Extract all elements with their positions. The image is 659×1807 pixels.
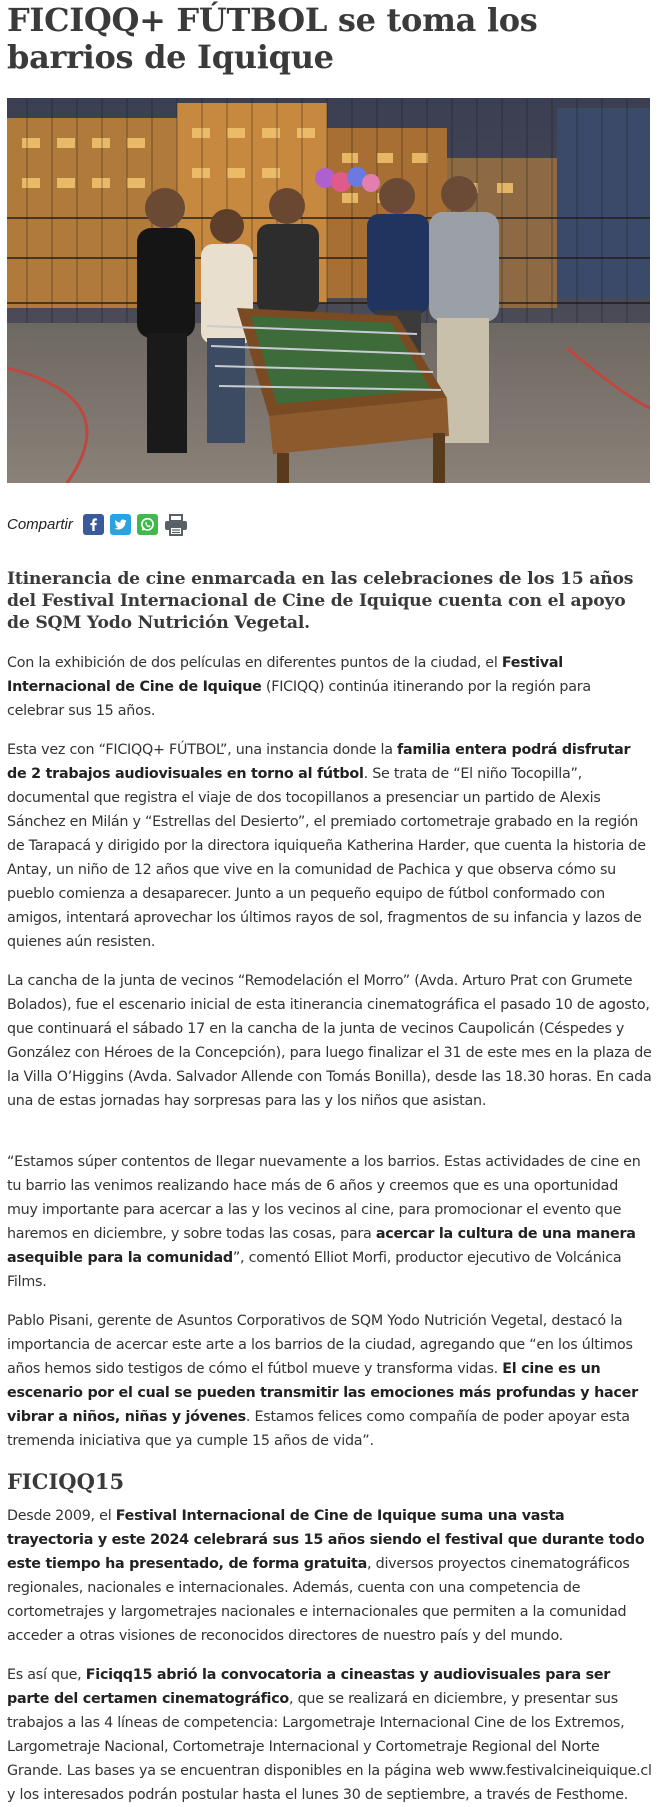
whatsapp-icon[interactable] xyxy=(137,514,158,535)
paragraph: Con la exhibición de dos películas en diferentes puntos de la ciudad, el Festival Internacional de Cine de Iquique (FICIQQ) continúa itinerando por la región para celebrar sus 15 años. xyxy=(7,655,591,719)
article-photo xyxy=(7,98,650,483)
facebook-icon[interactable] xyxy=(83,514,104,535)
photo-youth-foosball-table xyxy=(7,98,650,483)
paragraph: Esta vez con “FICIQQ+ FÚTBOL”, una instancia donde la familia entera podrá disfrutar de 2 trabajos audiovisuales en torno al fútbol. Se trata de “El niño Tocopilla”, documental que registra el viaje de dos tocopillanos a presenciar un partido de Alexis Sánchez en Milán y “Estrellas del Desierto”, el premiado cortometraje grabado en la región de Tarapacá y dirigido por la directora iquiqueña Katherina Harder, que cuenta la historia de Antay, un niño de 12 años que vive en la comunidad de Pachica y que observa cómo su pueblo comienza a desaparecer. Junto a un pequeño equipo de fútbol conformado con amigos, intentará aprovechar los últimos rayos de sol, fragmentos de su infancia y lazos de quienes aún resisten. xyxy=(7,742,646,950)
article-lead: Itinerancia de cine enmarcada en las celebraciones de los 15 años del Festival Internacional de Cine de Iquique cuenta con el apoyo de SQM Yodo Nutrición Vegetal. xyxy=(7,569,634,633)
twitter-icon[interactable] xyxy=(110,514,131,535)
print-icon[interactable] xyxy=(164,514,185,535)
share-bar xyxy=(7,511,652,537)
article-body xyxy=(7,651,652,1807)
paragraph: Pablo Pisani, gerente de Asuntos Corporativos de SQM Yodo Nutrición Vegetal, destacó la importancia de acercar este arte a los barrios de la ciudad, agregando que “en los últimos años hemos sido testigos de cómo el fútbol mueve y transforma vidas. El cine es un escenario por el cual se pueden transmitir las emociones más profundas y hacer vibrar a niños, niñas y jóvenes. Estamos felices como compañía de poder apoyar esta tremenda iniciativa que ya cumple 15 años de vida”. xyxy=(7,1313,638,1449)
article-title: FICIQQ+ FÚTBOL se toma los barrios de Iquique xyxy=(7,1,538,76)
paragraph: La cancha de la junta de vecinos “Remodelación el Morro” (Avda. Arturo Prat con Grumete Bolados), fue el escenario inicial de esta itinerancia cinematográfica el pasado 10 de agosto, que continuará el sábado 17 en la cancha de la junta de vecinos Caupolicán (Céspedes y González con Héroes de la Concepción), para luego finalizar el 31 de este mes en la plaza de la Villa O’Higgins (Avda. Salvador Allende con Tomás Bonilla), desde las 18.30 horas. En cada una de estas jornadas hay sorpresas para las y los niños que asistan. xyxy=(7,973,652,1109)
paragraph: Desde 2009, el Festival Internacional de Cine de Iquique suma una vasta trayectoria y este 2024 celebrará sus 15 años siendo el festival que durante todo este tiempo ha presentado, de forma gratuita, diversos proyectos cinematográficos regionales, nacionales e internacionales. Además, cuenta con una competencia de cortometrajes y largometrajes nacionales e internacionales que permiten a la comunidad acceder a otras visiones de reconocidos directores de nuestro país y del mundo. xyxy=(7,1508,645,1644)
paragraph: Es así que, Ficiqq15 abrió la convocatoria a cineastas y audiovisuales para ser parte del certamen cinematográfico, que se realizará en diciembre, y presentar sus trabajos a las 4 líneas de competencia: Largometraje Internacional Cine de los Extremos, Largometraje Nacional, Cortometraje Internacional y Cortometraje Regional del Norte Grande. Las bases ya se encuentran disponibles en la página web www.festivalcineiquique.cl y los interesados podrán postular hasta el lunes 30 de septiembre, a través de Festhome. xyxy=(7,1667,652,1803)
article xyxy=(0,2,659,1807)
paragraph: “Estamos súper contentos de llegar nuevamente a los barrios. Estas actividades de cine en tu barrio las venimos realizando hace más de 6 años y creemos que es una oportunidad muy importante para acercar a las y los vecinos al cine, para promocionar el evento que haremos en diciembre, y sobre todas las cosas, para acercar la cultura de una manera asequible para la comunidad”, comentó Elliot Morfi, productor ejecutivo de Volcánica Films. xyxy=(7,1154,641,1290)
share-label: Compartir xyxy=(7,515,73,533)
section-heading: FICIQQ15 xyxy=(7,1469,125,1494)
